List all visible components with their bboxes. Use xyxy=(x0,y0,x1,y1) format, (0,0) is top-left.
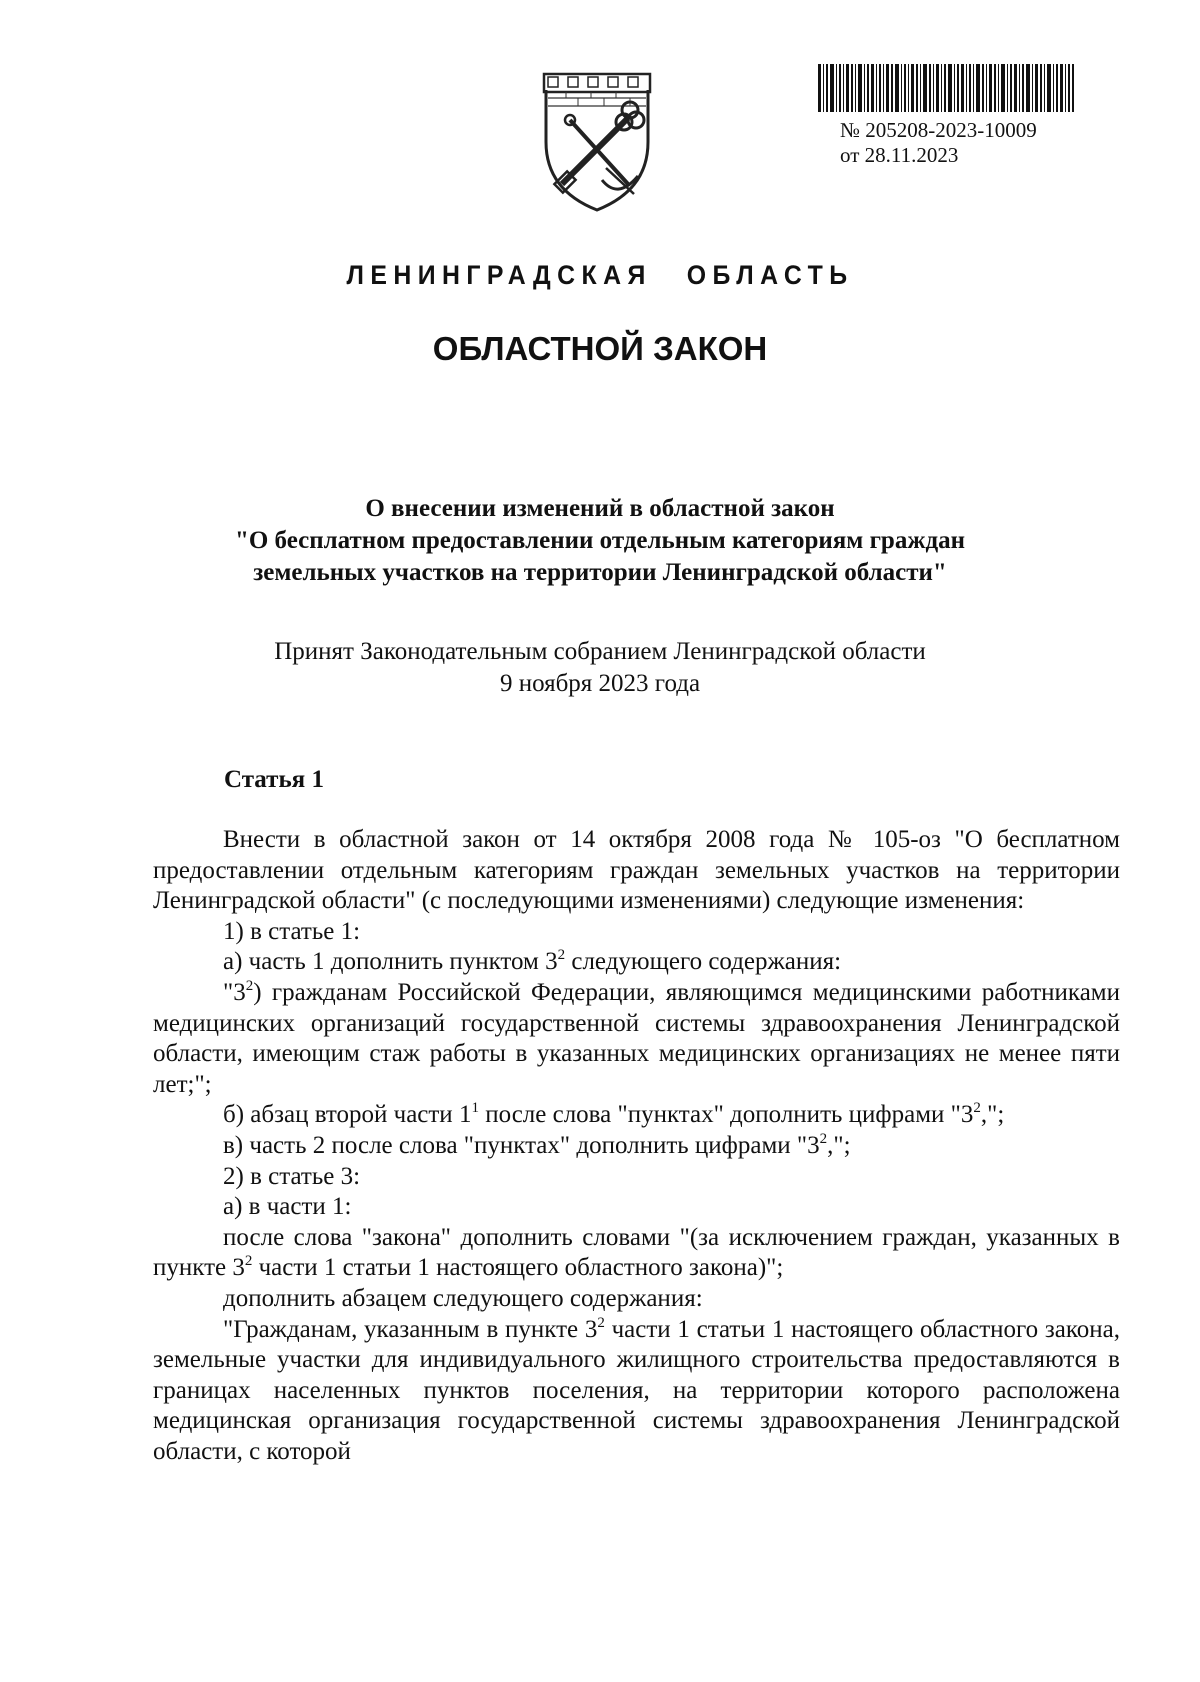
law-title xyxy=(150,493,1050,589)
paragraph: б) абзац второй части $1^1$ после слова "пунктах" дополнить цифрами "$3^2$,"; xyxy=(223,1100,1005,1129)
registration-number: № 205208-2023-10009 xyxy=(840,118,1037,142)
registration-block xyxy=(840,118,1037,168)
adoption-statement xyxy=(150,636,1050,700)
barcode-icon xyxy=(818,64,1074,112)
article-body xyxy=(153,825,1120,1467)
registration-date: от 28.11.2023 xyxy=(840,143,959,167)
paragraph: 1) в статье 1: xyxy=(223,917,361,945)
paragraph: "$3^2$) гражданам Российской Федерации, являющимся медицинскими работниками медицинских организаций государственной системы здравоохранения Ленинградской области, имеющим стаж работы в указанных медицинских организациях не менее пяти лет;"; xyxy=(153,977,1120,1098)
paragraph: а) в части 1: xyxy=(223,1193,352,1221)
paragraph: в) часть 2 после слова "пунктах" дополнить цифрами "$3^2$,"; xyxy=(223,1130,851,1159)
paragraph: 2) в статье 3: xyxy=(223,1162,361,1190)
coat-of-arms-icon xyxy=(536,72,658,214)
paragraph: а) часть 1 дополнить пунктом $3^2$ следующего содержания: xyxy=(223,947,842,976)
law-type-heading: ОБЛАСТНОЙ ЗАКОН xyxy=(432,330,768,367)
article-heading: Статья 1 xyxy=(224,766,324,793)
law-title-line-3: земельных участков на территории Ленинградской области" xyxy=(253,559,947,586)
region-word-2: ОБЛАСТЬ xyxy=(686,260,854,290)
law-title-line-1: О внесении изменений в областной закон xyxy=(365,495,835,522)
adoption-date: 9 ноября 2023 года xyxy=(499,670,701,697)
paragraph: "Гражданам, указанным в пункте $3^2$ части 1 статьи 1 настоящего областного закона, земельные участки для индивидуального жилищного строительства предоставляются в границах населенных пунктов поселения, на территории которого расположена медицинская организация государственной системы здравоохранения Ленинградской области, с которой xyxy=(153,1314,1120,1465)
paragraph: дополнить абзацем следующего содержания: xyxy=(223,1284,703,1312)
law-title-line-2: "О бесплатном предоставлении отдельным категориям граждан xyxy=(234,527,966,554)
adoption-line-1: Принят Законодательным собранием Ленинградской области xyxy=(274,638,926,665)
region-word-1: ЛЕНИНГРАДСКАЯ xyxy=(346,260,652,290)
paragraph: после слова "закона" дополнить словами "(за исключением граждан, указанных в пункте $3^2$ части 1 статьи 1 настоящего областного закона)"; xyxy=(153,1223,1120,1282)
paragraph: Внести в областной закон от 14 октября 2008 года № 105-оз "О бесплатном предоставлении отдельным категориям граждан земельных участков на территории Ленинградской области" (с последующими изменениями) следующие изменения: xyxy=(153,826,1120,915)
region-heading xyxy=(48,260,1152,291)
